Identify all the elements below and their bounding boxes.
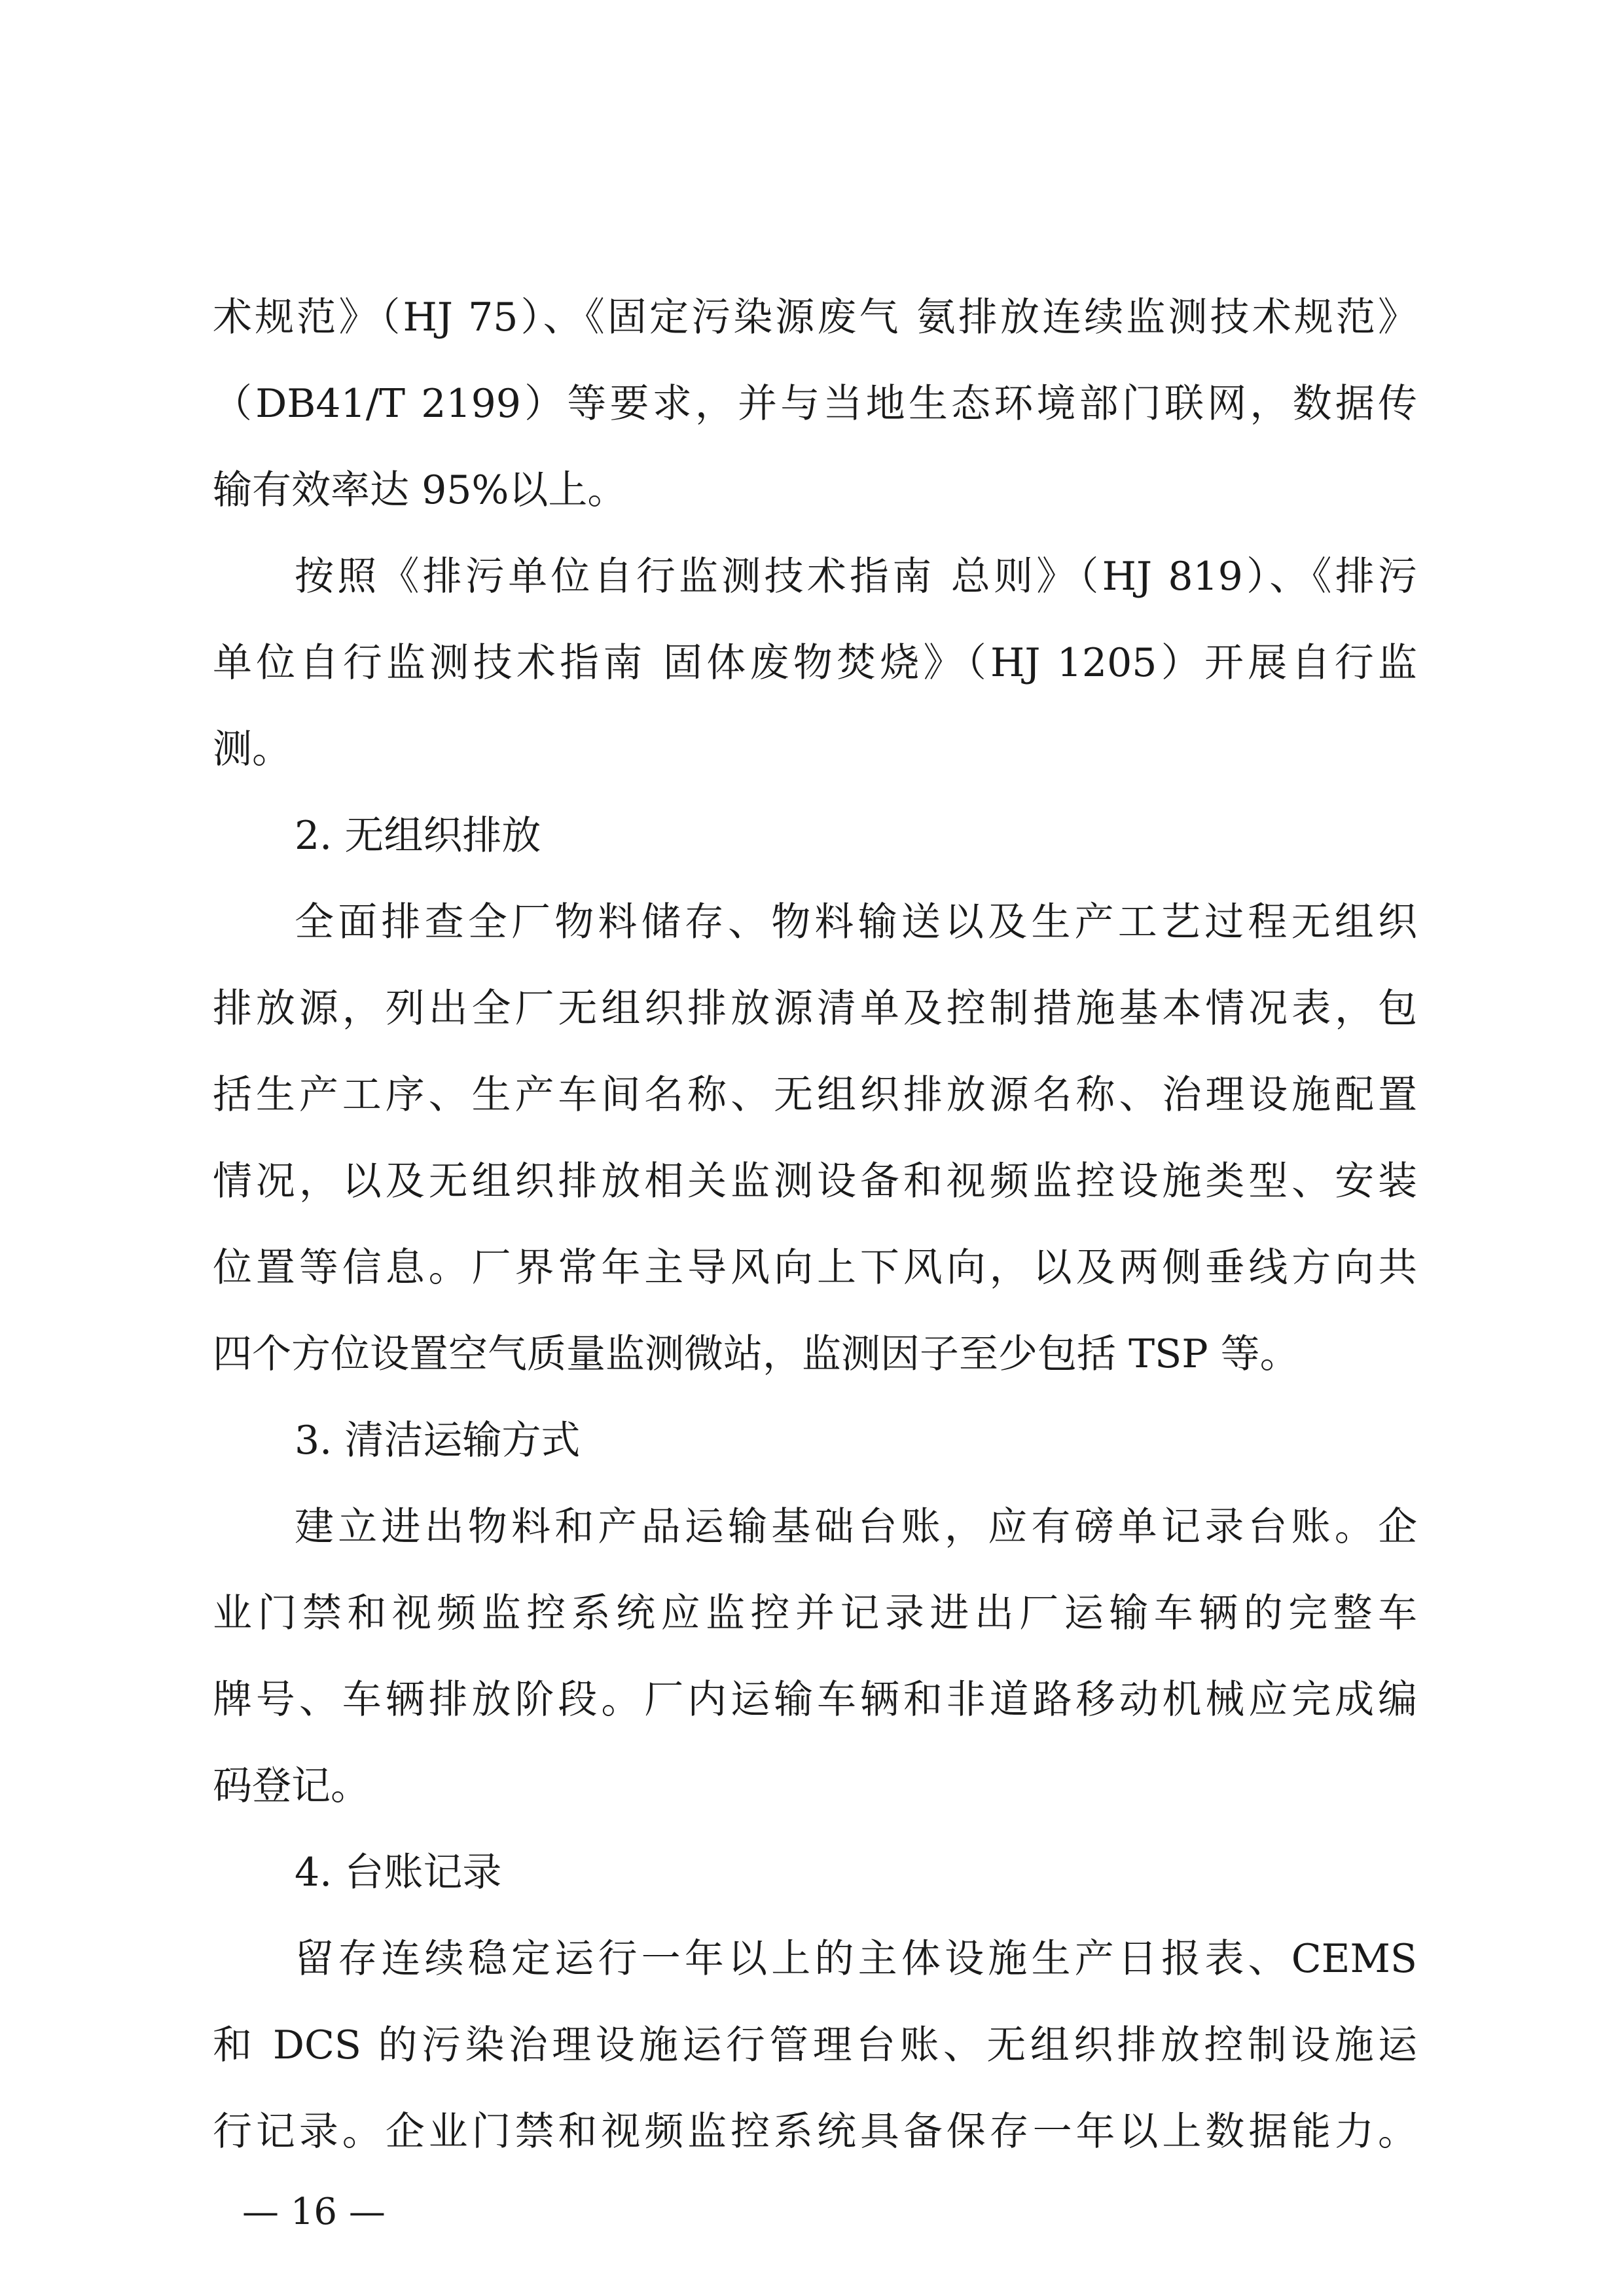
- section-2-line-1: 全面排查全厂物料储存、物料输送以及生产工艺过程无组织: [295, 899, 1417, 945]
- section-3-line-4: 码登记。: [213, 1763, 370, 1809]
- section-2-heading: 2. 无组织排放: [295, 813, 541, 859]
- section-3-heading: 3. 清洁运输方式: [295, 1418, 581, 1463]
- paragraph-1-line-3: 输有效率达 95%以上。: [213, 467, 627, 513]
- paragraph-2-line-2: 单位自行监测技术指南 固体废物焚烧》（HJ 1205）开展自行监: [213, 640, 1417, 686]
- paragraph-1-line-2: （DB41/T 2199）等要求，并与当地生态环境部门联网，数据传: [213, 381, 1417, 427]
- section-4-heading: 4. 台账记录: [295, 1850, 502, 1895]
- section-2-line-2: 排放源，列出全厂无组织排放源清单及控制措施基本情况表，包: [213, 986, 1417, 1031]
- page-number: — 16 —: [242, 2191, 386, 2233]
- section-3-line-2: 业门禁和视频监控系统应监控并记录进出厂运输车辆的完整车: [213, 1590, 1417, 1636]
- section-2-line-6: 四个方位设置空气质量监测微站，监测因子至少包括 TSP 等。: [213, 1331, 1299, 1377]
- paragraph-2-line-3: 测。: [213, 726, 291, 772]
- section-3-line-3: 牌号、车辆排放阶段。厂内运输车辆和非道路移动机械应完成编: [213, 1677, 1417, 1723]
- section-4-line-2: 和 DCS 的污染治理设施运行管理台账、无组织排放控制设施运: [213, 2022, 1417, 2068]
- section-4-line-1: 留存连续稳定运行一年以上的主体设施生产日报表、CEMS: [295, 1936, 1417, 1982]
- section-3-line-1: 建立进出物料和产品运输基础台账，应有磅单记录台账。企: [295, 1504, 1417, 1550]
- section-2-line-5: 位置等信息。厂界常年主导风向上下风向，以及两侧垂线方向共: [213, 1245, 1417, 1291]
- paragraph-2-line-1: 按照《排污单位自行监测技术指南 总则》（HJ 819）、《排污: [295, 554, 1417, 600]
- section-2-line-3: 括生产工序、生产车间名称、无组织排放源名称、治理设施配置: [213, 1072, 1417, 1118]
- section-4-line-3: 行记录。企业门禁和视频监控系统具备保存一年以上数据能力。: [213, 2109, 1417, 2155]
- paragraph-1-line-1: 术规范》（HJ 75）、《固定污染源废气 氨排放连续监测技术规范》: [213, 295, 1417, 340]
- section-2-line-4: 情况，以及无组织排放相关监测设备和视频监控设施类型、安装: [213, 1158, 1417, 1204]
